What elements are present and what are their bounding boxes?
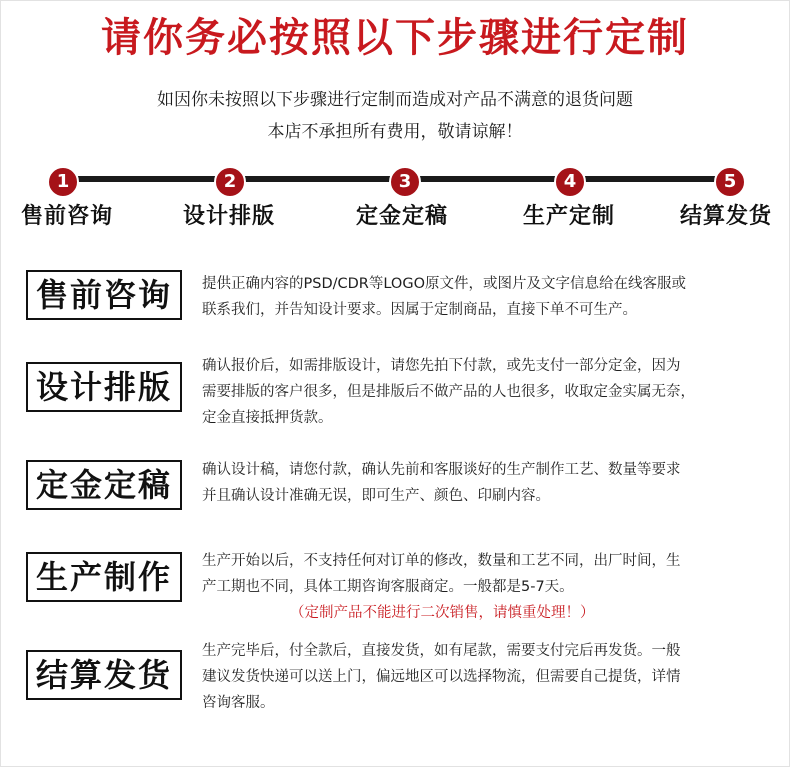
section-title-production: 生产制作 xyxy=(26,552,182,602)
body-line: 生产开始以后，不支持任何对订单的修改，数量和工艺不同，出厂时间，生 xyxy=(202,553,681,569)
warning-note: （定制产品不能进行二次销售，请慎重处理！） xyxy=(290,605,595,621)
step-4-label: 生产定制 xyxy=(522,204,615,229)
section-title-shipping: 结算发货 xyxy=(26,650,182,700)
section-title-design: 设计排版 xyxy=(26,362,182,412)
step-3-number: 3 xyxy=(389,166,421,198)
body-line: 确认报价后，如需排版设计，请您先拍下付款，或先支付一部分定金，因为 xyxy=(202,358,681,374)
page-title: 请你务必按照以下步骤进行定制 xyxy=(101,15,689,61)
body-line: 咨询客服。 xyxy=(202,695,275,711)
section-body-design xyxy=(202,353,776,431)
body-line: 确认设计稿，请您付款，确认先前和客服谈好的生产制作工艺、数量等要求 xyxy=(202,462,681,478)
body-line: 并且确认设计准确无误，即可生产、颜色、印刷内容。 xyxy=(202,488,550,504)
step-2-number: 2 xyxy=(214,166,246,198)
section-body-shipping xyxy=(202,638,776,716)
step-1-label: 售前咨询 xyxy=(20,204,113,229)
body-line: 联系我们，并告知设计要求。因属于定制商品，直接下单不可生产。 xyxy=(202,302,637,318)
step-5-label: 结算发货 xyxy=(679,204,772,229)
section-body-deposit xyxy=(202,457,776,509)
step-2-label: 设计排版 xyxy=(182,204,275,229)
step-3-label: 定金定稿 xyxy=(355,204,448,229)
body-line: 生产完毕后，付全款后，直接发货，如有尾款，需要支付完后再发货。一般 xyxy=(202,643,681,659)
body-line: 提供正确内容的PSD/CDR等LOGO原文件，或图片及文字信息给在线客服或 xyxy=(202,276,686,292)
body-line: 建议发货快递可以送上门，偏远地区可以选择物流，但需要自己提货，详情 xyxy=(202,669,681,685)
step-4-number: 4 xyxy=(554,166,586,198)
notice-line-1: 如因你未按照以下步骤进行定制而造成对产品不满意的退货问题 xyxy=(157,90,633,110)
section-body-presale xyxy=(202,271,776,323)
step-5-number: 5 xyxy=(714,166,746,198)
body-line: 定金直接抵押货款。 xyxy=(202,410,333,426)
section-title-deposit: 定金定稿 xyxy=(26,460,182,510)
notice-line-2: 本店不承担所有费用，敬请谅解！ xyxy=(267,122,523,142)
section-title-presale: 售前咨询 xyxy=(26,270,182,320)
section-body-production xyxy=(202,548,776,626)
step-1-number: 1 xyxy=(47,166,79,198)
body-line: 产工期也不同，具体工期咨询客服商定。一般都是5-7天。 xyxy=(202,579,574,595)
body-line: 需要排版的客户很多，但是排版后不做产品的人也很多，收取定金实属无奈， xyxy=(202,384,695,400)
